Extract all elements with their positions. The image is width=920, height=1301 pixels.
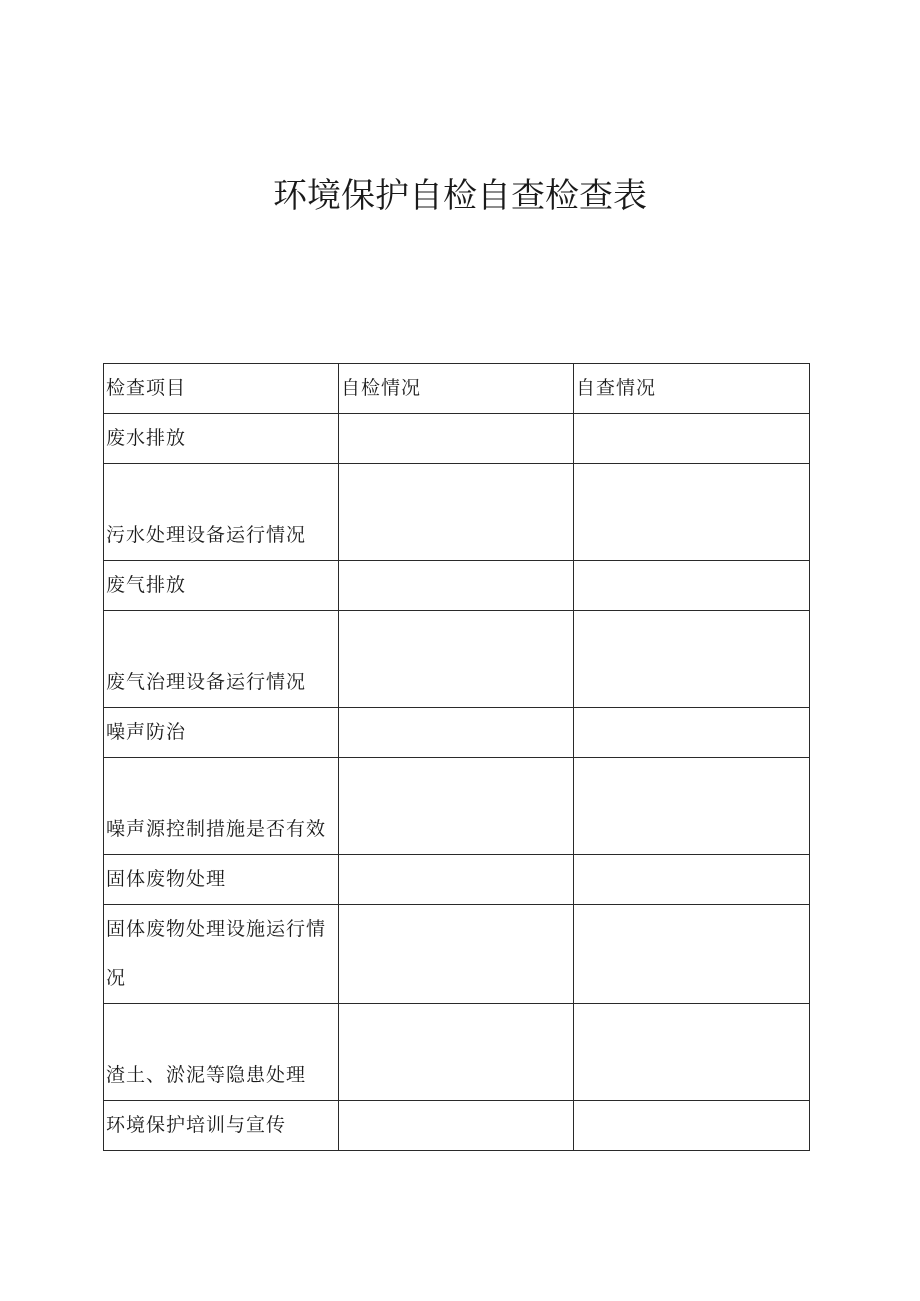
row-self-check-cell[interactable] [339, 708, 574, 758]
row-self-check-cell[interactable] [339, 611, 574, 708]
table-row [104, 464, 810, 561]
row-self-check-cell[interactable] [339, 561, 574, 611]
document-title: 环境保护自检自查检查表 [273, 176, 647, 216]
row-self-check-cell[interactable] [339, 855, 574, 905]
row-self-inspect-cell[interactable] [574, 464, 810, 561]
table-row [104, 561, 810, 611]
row-self-inspect-cell[interactable] [574, 414, 810, 464]
row-self-inspect-cell[interactable] [574, 708, 810, 758]
row-self-inspect-cell[interactable] [574, 855, 810, 905]
row-self-check-cell[interactable] [339, 758, 574, 855]
row-self-inspect-cell[interactable] [574, 611, 810, 708]
table-row [104, 708, 810, 758]
row-self-inspect-cell[interactable] [574, 1004, 810, 1101]
table-row [104, 414, 810, 464]
row-item: 噪声防治 [104, 708, 339, 758]
table-row [104, 905, 810, 1004]
row-self-check-cell[interactable] [339, 464, 574, 561]
row-self-inspect-cell[interactable] [574, 905, 810, 1004]
table-row [104, 855, 810, 905]
table-row [104, 1004, 810, 1101]
row-self-check-cell[interactable] [339, 414, 574, 464]
header-self-check: 自检情况 [339, 364, 574, 414]
table-row [104, 758, 810, 855]
row-item: 固体废物处理设施运行情况 [104, 905, 339, 1004]
inspection-table [103, 363, 810, 1151]
row-item: 废气治理设备运行情况 [104, 611, 339, 708]
row-item: 渣土、淤泥等隐患处理 [104, 1004, 339, 1101]
row-self-check-cell[interactable] [339, 1004, 574, 1101]
row-self-inspect-cell[interactable] [574, 561, 810, 611]
header-check-item: 检查项目 [104, 364, 339, 414]
row-self-check-cell[interactable] [339, 1101, 574, 1151]
row-item: 废气排放 [104, 561, 339, 611]
table-row [104, 1101, 810, 1151]
row-item: 固体废物处理 [104, 855, 339, 905]
row-item: 废水排放 [104, 414, 339, 464]
header-self-inspect: 自查情况 [574, 364, 810, 414]
row-self-inspect-cell[interactable] [574, 758, 810, 855]
row-item: 污水处理设备运行情况 [104, 464, 339, 561]
table-header-row [104, 364, 810, 414]
row-item: 噪声源控制措施是否有效 [104, 758, 339, 855]
table-row [104, 611, 810, 708]
row-self-inspect-cell[interactable] [574, 1101, 810, 1151]
row-item: 环境保护培训与宣传 [104, 1101, 339, 1151]
row-self-check-cell[interactable] [339, 905, 574, 1004]
